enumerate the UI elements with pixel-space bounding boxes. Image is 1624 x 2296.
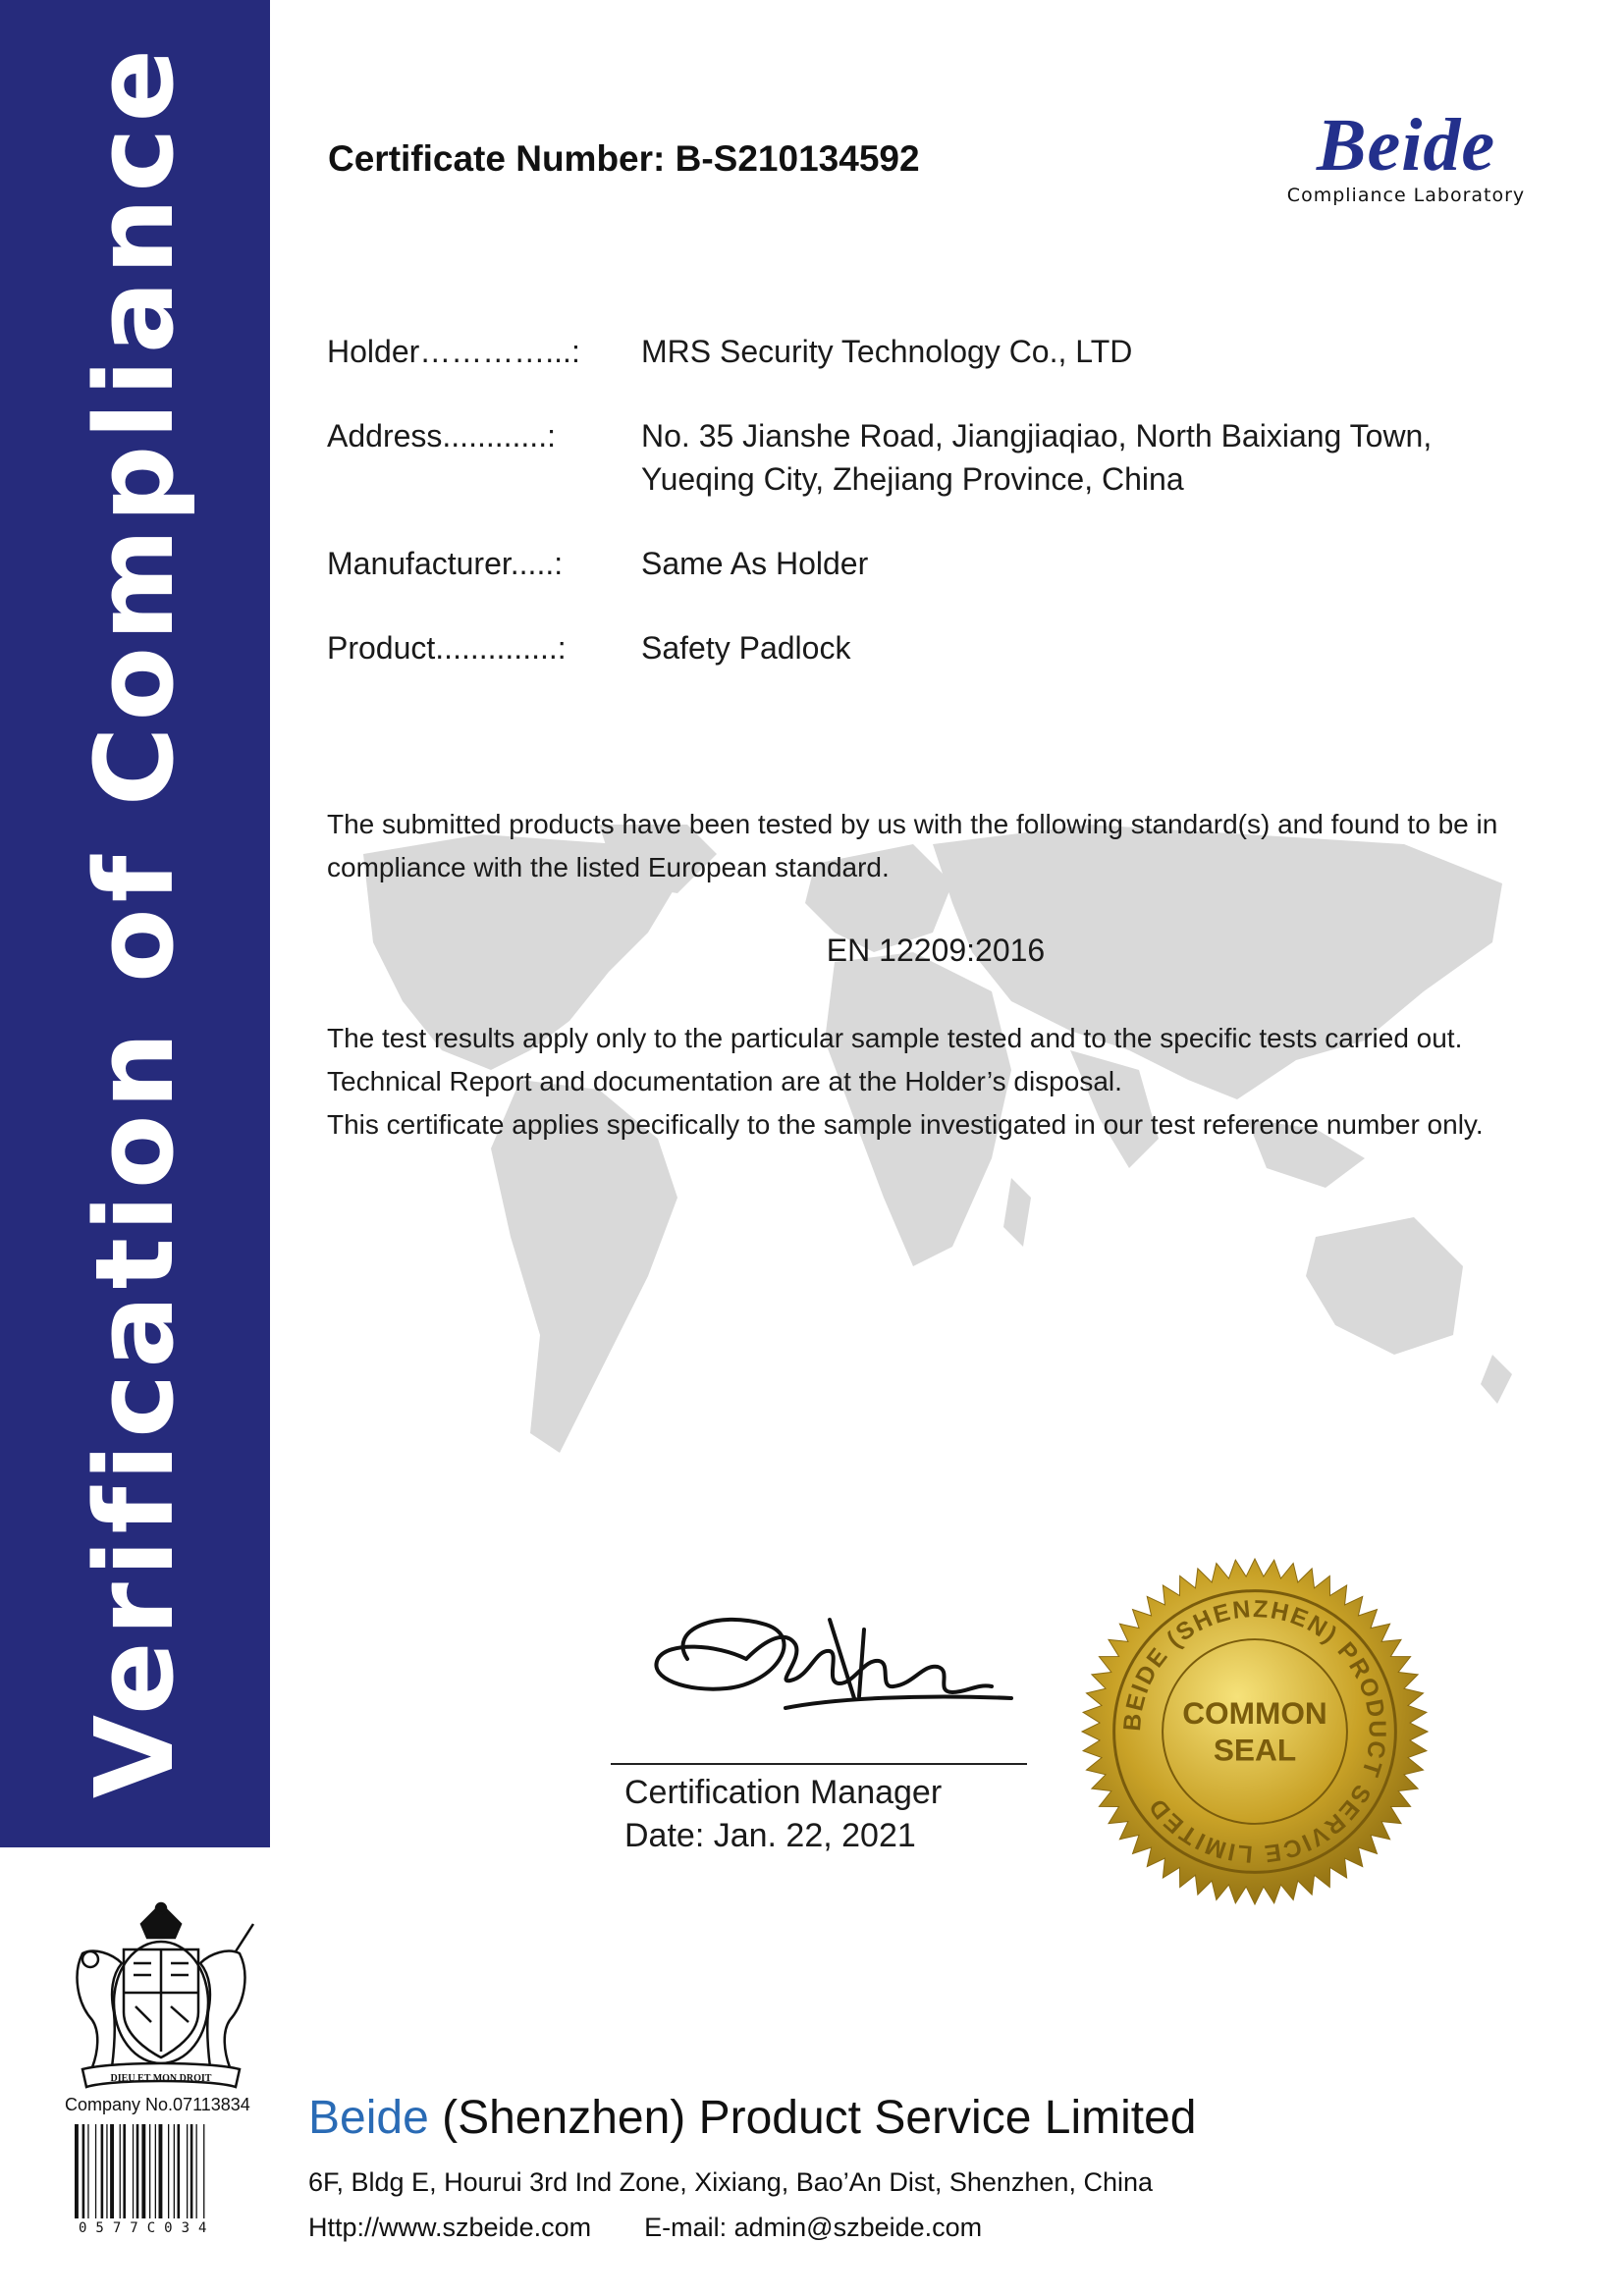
barcode-image <box>75 2124 247 2218</box>
note-line: This certificate applies specifically to the sample investigated in our test reference number only. <box>327 1109 1484 1140</box>
company-number: Company No.07113834 <box>65 2095 250 2114</box>
side-banner <box>0 0 270 1847</box>
company-address: 6F, Bldg E, Hourui 3rd Ind Zone, Xixiang, Bao’An Dist, Shenzhen, China <box>308 2167 1153 2197</box>
field-label: Manufacturer.....: <box>327 546 564 581</box>
signature-image <box>628 1590 1021 1728</box>
signatory-role: Certification Manager <box>624 1774 943 1811</box>
manufacturer-value: Same As Holder <box>641 546 869 581</box>
field-holder <box>327 330 1564 373</box>
seal-center-line-1: COMMON <box>1182 1695 1327 1732</box>
address-value <box>641 414 1564 501</box>
standard-reference: EN 12209:2016 <box>826 933 1046 968</box>
statement-line-1: The submitted products have been tested by us with the following standard(s) and found to be in <box>327 809 1498 839</box>
seal-center-line-2: SEAL <box>1213 1732 1297 1768</box>
side-banner-title: Verification of Compliance <box>72 42 197 1799</box>
company-website-link[interactable]: Http://www.szbeide.com <box>308 2213 592 2242</box>
certificate-fields <box>327 330 1564 711</box>
world-map-watermark <box>324 825 1561 1531</box>
beide-logo <box>1259 104 1553 211</box>
statement-line-2: compliance with the listed European standard. <box>327 852 890 882</box>
holder-value: MRS Security Technology Co., LTD <box>641 334 1133 369</box>
certificate-notes <box>327 1017 1564 1147</box>
company-name-rest: (Shenzhen) Product Service Limited <box>428 2092 1197 2144</box>
field-label: Address............: <box>327 418 556 454</box>
field-label: Holder…………...: <box>327 334 580 369</box>
address-line-2: Yueqing City, Zhejiang Province, China <box>641 461 1184 497</box>
barcode-digits: 0577C034 <box>79 2220 216 2236</box>
crest-ribbon-text: DIEU ET MON DROIT <box>110 2073 212 2084</box>
company-contacts <box>308 2213 982 2243</box>
brand-subtitle: Compliance Laboratory <box>1286 185 1526 206</box>
certificate-number: Certificate Number: B-S210134592 <box>328 138 920 179</box>
address-line-1: No. 35 Jianshe Road, Jiangjiaqiao, North Baixiang Town, <box>641 418 1433 454</box>
brand-name: Beide <box>1316 104 1496 187</box>
field-address <box>327 414 1564 501</box>
signature-line <box>611 1763 1027 1765</box>
signature-date: Date: Jan. 22, 2021 <box>624 1817 916 1854</box>
product-value: Safety Padlock <box>641 630 851 666</box>
field-label: Product..............: <box>327 630 567 666</box>
compliance-statement <box>327 803 1554 889</box>
company-name-brand: Beide <box>308 2092 429 2144</box>
gold-common-seal <box>1080 1557 1430 1906</box>
seal-ring-text: BEIDE (SHENZHEN) PRODUCT SERVICE LIMITED <box>1118 1596 1390 1867</box>
note-line: Technical Report and documentation are at the Holder’s disposal. <box>327 1066 1122 1096</box>
company-email-link[interactable]: E-mail: admin@szbeide.com <box>644 2213 983 2242</box>
field-product <box>327 626 1564 669</box>
field-manufacturer <box>327 542 1564 585</box>
company-name <box>308 2091 1196 2145</box>
royal-coat-of-arms-icon <box>53 1895 269 2093</box>
note-line: The test results apply only to the particular sample tested and to the specific tests carried out. <box>327 1023 1463 1053</box>
